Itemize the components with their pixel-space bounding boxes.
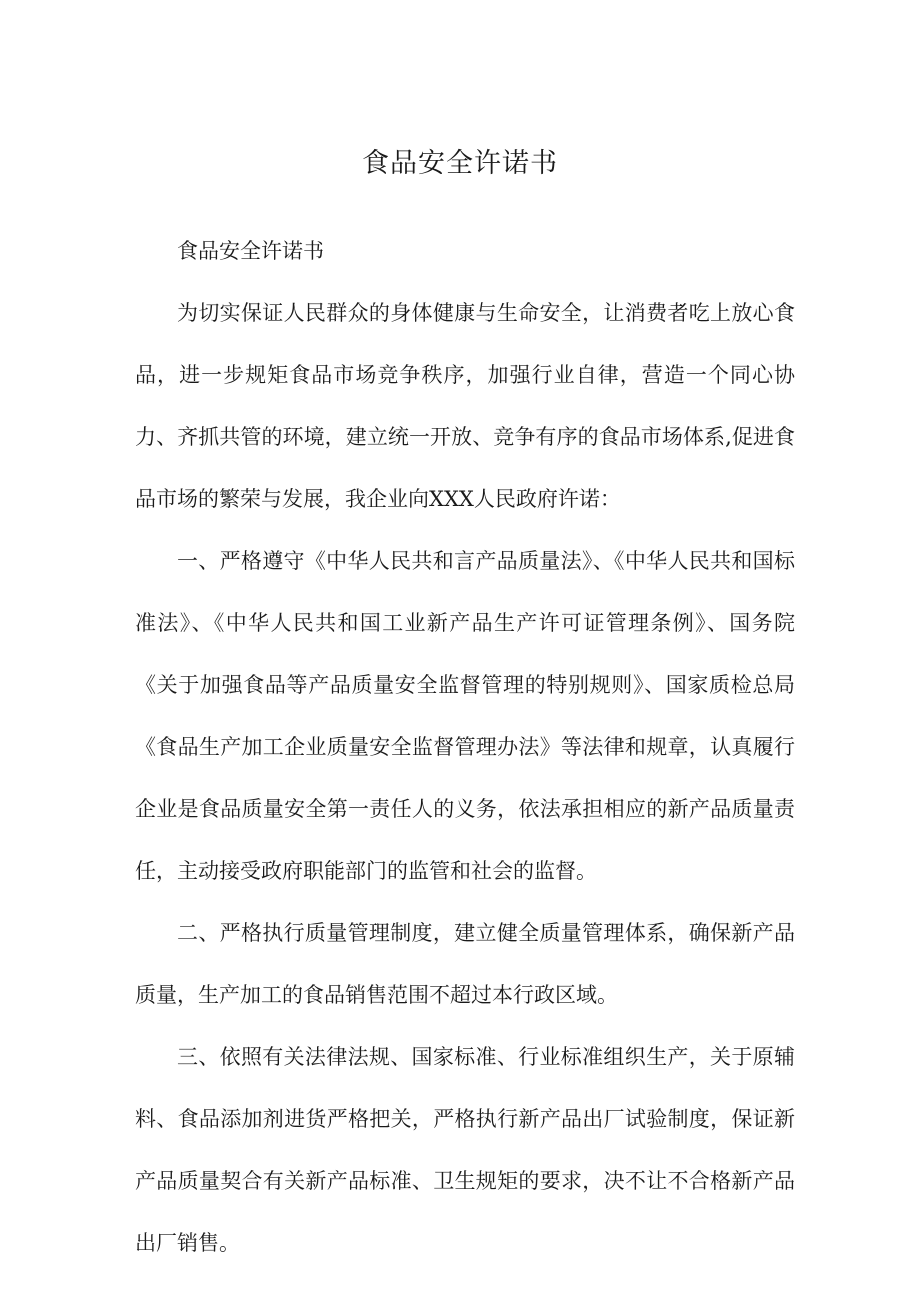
document-body xyxy=(135,220,795,1274)
clause-three-paragraph: 三、依照有关法律法规、国家标准、行业标准组织生产，关于原辅料、食品添加剂进货严格把关，严格执行新产品出厂试验制度，保证新产品质量契合有关新产品标准、卫生规矩的要求，决不让不合格新产品出厂销售。 xyxy=(135,1045,795,1255)
body-subtitle: 食品安全许诺书 xyxy=(177,239,324,263)
intro-paragraph: 为切实保证人民群众的身体健康与生命安全，让消费者吃上放心食品，进一步规矩食品市场竞争秩序，加强行业自律，营造一个同心协力、齐抓共管的环境，建立统一开放、竞争有序的食品市场体系,促进食品市场的繁荣与发展，我企业向XXX人民政府许诺： xyxy=(135,301,795,511)
clause-two-paragraph: 二、严格执行质量管理制度，建立健全质量管理体系，确保新产品质量，生产加工的食品销售范围不超过本行政区域。 xyxy=(135,921,795,1007)
clause-one-paragraph: 一、严格遵守《中华人民共和言产品质量法》、《中华人民共和国标准法》、《中华人民共和国工业新产品生产许可证管理条例》、国务院《关于加强食品等产品质量安全监督管理的特别规则》、国家质检总局《食品生产加工企业质量安全监督管理办法》等法律和规章，认真履行企业是食品质量安全第一责任人的义务，依法承担相应的新产品质量责任，主动接受政府职能部门的监管和社会的监督。 xyxy=(135,549,795,883)
document-title: 食品安全许诺书 xyxy=(362,148,558,179)
